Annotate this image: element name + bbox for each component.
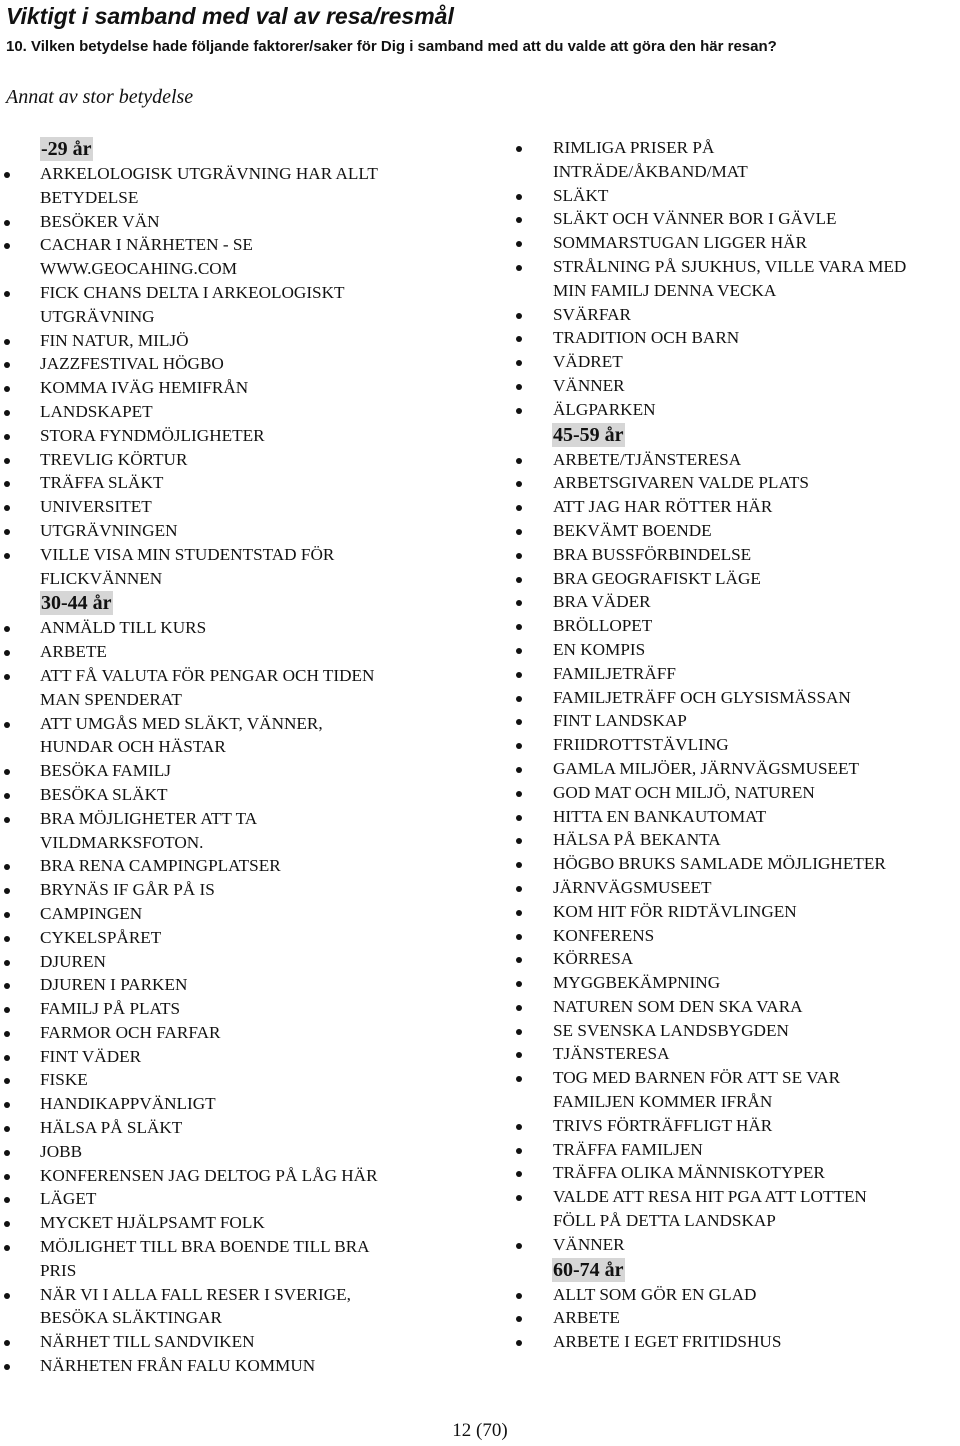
list-item-text: ATT JAG HAR RÖTTER HÄR (553, 497, 773, 517)
list-item-text: SLÄKT OCH VÄNNER BOR I GÄVLE (553, 209, 837, 229)
bullet-icon (4, 243, 10, 249)
list-item (512, 231, 960, 255)
list-item (512, 495, 960, 519)
bullet-icon (4, 1078, 10, 1084)
list-item-text: BESÖKA SLÄKTINGAR (40, 1308, 222, 1328)
bullet-icon (4, 626, 10, 632)
list-item (0, 519, 450, 543)
list-item (512, 543, 960, 567)
list-item (0, 448, 450, 472)
bullet-icon (4, 912, 10, 918)
list-item-text: TRÄFFA SLÄKT (40, 473, 164, 493)
list-item (0, 1092, 450, 1116)
list-item-text: ALLT SOM GÖR EN GLAD (553, 1284, 757, 1304)
list-item-text: BETYDELSE (40, 187, 139, 207)
bullet-icon (516, 408, 522, 414)
list-item (512, 1114, 960, 1138)
list-item-text: DJUREN I PARKEN (40, 975, 188, 995)
list-item-text: ARKELOLOGISK UTGRÄVNING HAR ALLT (40, 164, 378, 183)
bullet-icon (516, 934, 522, 940)
list-item (512, 947, 960, 971)
bullet-icon (516, 981, 522, 987)
list-item (512, 1042, 960, 1066)
list-item (0, 376, 450, 400)
bullet-icon (516, 265, 522, 271)
list-item-text: PRIS (40, 1260, 77, 1280)
list-item-text: GOD MAT OCH MILJÖ, NATUREN (553, 782, 815, 802)
list-item-text: VALDE ATT RESA HIT PGA ATT LOTTEN (553, 1187, 867, 1207)
bullet-icon (4, 410, 10, 416)
bullet-icon (516, 1124, 522, 1130)
bullet-icon (516, 767, 522, 773)
list-item (512, 590, 960, 614)
list-item-text: KONFERENS (553, 925, 655, 945)
bullet-icon (516, 1076, 522, 1082)
list-item (512, 876, 960, 900)
list-item-text: VÄNNER (553, 375, 625, 395)
list-item (0, 1235, 450, 1283)
list-item-text: FINT LANDSKAP (553, 711, 687, 731)
list-item (0, 281, 450, 329)
bullet-icon (4, 793, 10, 799)
bullet-icon (516, 458, 522, 464)
list-item (0, 1164, 450, 1188)
list-item-text: STORA FYNDMÖJLIGHETER (40, 425, 265, 445)
bullet-icon (4, 1293, 10, 1299)
list-item (0, 616, 450, 640)
list-item-text: BRA MÖJLIGHETER ATT TA (40, 808, 258, 828)
list-item (0, 807, 450, 855)
list-item (512, 136, 960, 184)
list-item-text: FIN NATUR, MILJÖ (40, 330, 189, 350)
list-item-text: FAMILJ PÅ PLATS (40, 999, 181, 1019)
list-item-text: NÄRHETEN FRÅN FALU KOMMUN (40, 1356, 316, 1376)
list-item (0, 1140, 450, 1164)
bullet-icon (4, 505, 10, 511)
age-group-label: 60-74 år (553, 1258, 624, 1281)
list-item-text: BESÖKA SLÄKT (40, 784, 168, 804)
list-item (512, 398, 960, 422)
bullet-icon (516, 313, 522, 319)
list-item-text: HANDIKAPPVÄNLIGT (40, 1094, 216, 1114)
age-group-heading (0, 590, 450, 616)
bullet-icon (4, 529, 10, 535)
list-item-text: HITTA EN BANKAUTOMAT (553, 806, 767, 826)
list-item-text: DJUREN (40, 951, 106, 971)
bullet-icon (4, 1150, 10, 1156)
age-group-heading (512, 1257, 960, 1283)
list-item-text: EN KOMPIS (553, 639, 646, 659)
bullet-icon (4, 1031, 10, 1037)
bullet-icon (516, 1148, 522, 1154)
bullet-icon (516, 815, 522, 821)
bullet-icon (4, 458, 10, 464)
list-item-text: ATT FÅ VALUTA FÖR PENGAR OCH TIDEN (40, 665, 375, 685)
list-item-text: ÄLGPARKEN (553, 399, 656, 419)
bullet-icon (4, 1102, 10, 1108)
list-item-text: BRÖLLOPET (553, 616, 653, 636)
list-item (512, 184, 960, 208)
list-item-text: NÄR VI I ALLA FALL RESER I SVERIGE, (40, 1284, 351, 1304)
list-item-text: ARBETE/TJÄNSTERESA (553, 449, 742, 469)
bullet-icon (4, 1221, 10, 1227)
bullet-icon (4, 769, 10, 775)
bullet-icon (516, 577, 522, 583)
bullet-icon (4, 553, 10, 559)
list-item-text: BRA BUSSFÖRBINDELSE (553, 544, 752, 564)
list-item (512, 828, 960, 852)
list-item-text: ANMÄLD TILL KURS (40, 618, 207, 638)
list-item-text: MYGGBEKÄMPNING (553, 973, 721, 993)
bullet-icon (4, 888, 10, 894)
list-item (512, 1019, 960, 1043)
bullet-icon (4, 339, 10, 345)
list-item (512, 326, 960, 350)
age-group-label: 45-59 år (553, 423, 624, 446)
list-item-text: INTRÄDE/ÅKBAND/MAT (553, 161, 748, 181)
bullet-icon (4, 674, 10, 680)
bullet-icon (516, 672, 522, 678)
bullet-icon (4, 1126, 10, 1132)
list-item (0, 902, 450, 926)
bullet-icon (516, 1005, 522, 1011)
bullet-icon (516, 1340, 522, 1346)
section-subheading: Annat av stor betydelse (6, 86, 194, 108)
bullet-icon (516, 529, 522, 535)
list-item (512, 448, 960, 472)
list-item-text: WWW.GEOCAHING.COM (40, 259, 238, 279)
list-item (0, 495, 450, 519)
list-item-text: MIN FAMILJ DENNA VECKA (553, 280, 777, 300)
bullet-icon (516, 886, 522, 892)
list-item (512, 255, 960, 303)
list-item (0, 352, 450, 376)
list-item-text: JÄRNVÄGSMUSEET (553, 877, 712, 897)
bullet-icon (516, 696, 522, 702)
list-item (0, 1068, 450, 1092)
page-number: 12 (70) (452, 1420, 508, 1441)
bullet-icon (516, 862, 522, 868)
left-column (0, 136, 450, 1378)
list-item (0, 712, 450, 760)
right-column (512, 136, 960, 1354)
list-item-text: HÖGBO BRUKS SAMLADE MÖJLIGHETER (553, 854, 886, 874)
list-item-text: TRÄFFA OLIKA MÄNNISKOTYPER (553, 1163, 825, 1183)
bullet-icon (516, 719, 522, 725)
list-item-text: UNIVERSITET (40, 497, 152, 517)
bullet-icon (4, 722, 10, 728)
question-text: 10. Vilken betydelse hade följande faktorer/saker för Dig i samband med att du valde att göra den här resan? (6, 38, 777, 55)
list-item (0, 950, 450, 974)
list-item (512, 350, 960, 374)
list-item (0, 543, 450, 591)
list-item-text: FLICKVÄNNEN (40, 568, 163, 588)
list-item (0, 854, 450, 878)
list-item (512, 924, 960, 948)
list-item (0, 1045, 450, 1069)
bullet-icon (516, 624, 522, 630)
list-item-text: VÄDRET (553, 352, 623, 372)
list-item (512, 303, 960, 327)
list-item (512, 662, 960, 686)
list-item-text: LANDSKAPET (40, 401, 153, 421)
list-item (512, 852, 960, 876)
list-item (0, 783, 450, 807)
list-item (0, 878, 450, 902)
list-item-text: HÄLSA PÅ BEKANTA (553, 830, 721, 850)
page-title: Viktigt i samband med val av resa/resmål (6, 3, 454, 29)
list-item-text: KOMMA IVÄG HEMIFRÅN (40, 378, 249, 398)
bullet-icon (516, 1052, 522, 1058)
list-item (512, 686, 960, 710)
bullet-icon (516, 957, 522, 963)
list-item (0, 1283, 450, 1331)
list-item (512, 971, 960, 995)
list-item-text: CYKELSPÅRET (40, 927, 162, 947)
list-item-text: HUNDAR OCH HÄSTAR (40, 737, 226, 757)
bullet-icon (4, 817, 10, 823)
bullet-icon (516, 743, 522, 749)
list-item (512, 900, 960, 924)
bullet-icon (4, 864, 10, 870)
bullet-icon (4, 936, 10, 942)
list-item-text: TREVLIG KÖRTUR (40, 449, 188, 469)
bullet-icon (4, 434, 10, 440)
list-item (0, 471, 450, 495)
list-item (512, 1185, 960, 1233)
list-item (0, 1354, 450, 1378)
list-item (512, 733, 960, 757)
list-item (512, 1233, 960, 1257)
bullet-icon (516, 241, 522, 247)
list-item-text: BESÖKER VÄN (40, 211, 160, 231)
bullet-icon (4, 1340, 10, 1346)
list-item (0, 210, 450, 234)
list-item-text: BEKVÄMT BOENDE (553, 520, 712, 540)
list-item-text: ATT UMGÅS MED SLÄKT, VÄNNER, (40, 713, 323, 733)
list-item-text: FAMILJETRÄFF OCH GLYSISMÄSSAN (553, 687, 851, 707)
list-item (0, 759, 450, 783)
bullet-icon (516, 1293, 522, 1299)
bullet-icon (516, 384, 522, 390)
list-item (0, 973, 450, 997)
list-item-text: TRIVS FÖRTRÄFFLIGT HÄR (553, 1115, 773, 1135)
age-group-label: -29 år (41, 138, 92, 160)
list-item-text: NÄRHET TILL SANDVIKEN (40, 1332, 255, 1352)
list-item (512, 374, 960, 398)
bullet-icon (516, 1316, 522, 1322)
list-item (0, 424, 450, 448)
list-item-text: TOG MED BARNEN FÖR ATT SE VAR (553, 1068, 841, 1088)
list-item-text: JOBB (40, 1141, 83, 1161)
list-item-text: KONFERENSEN JAG DELTOG PÅ LÅG HÄR (40, 1165, 378, 1185)
list-item-text: FICK CHANS DELTA I ARKEOLOGISKT (40, 282, 345, 302)
bullet-icon (516, 791, 522, 797)
list-item (512, 995, 960, 1019)
age-group-heading (512, 422, 960, 448)
list-item (512, 207, 960, 231)
list-item-text: BESÖKA FAMILJ (40, 761, 171, 781)
bullet-icon (516, 360, 522, 366)
list-item (0, 1330, 450, 1354)
list-item (0, 1021, 450, 1045)
list-item-text: FISKE (40, 1070, 88, 1090)
list-item-text: TRADITION OCH BARN (553, 328, 740, 348)
list-item-text: CACHAR I NÄRHETEN - SE (40, 235, 253, 255)
list-item (0, 1187, 450, 1211)
list-item (0, 926, 450, 950)
bullet-icon (516, 336, 522, 342)
list-item (512, 1283, 960, 1307)
list-item-text: HÄLSA PÅ SLÄKT (40, 1118, 183, 1138)
list-item-text: FAMILJEN KOMMER IFRÅN (553, 1092, 773, 1112)
bullet-icon (516, 1195, 522, 1201)
list-item-text: FAMILJETRÄFF (553, 663, 676, 683)
age-group-label: 30-44 år (41, 592, 112, 615)
list-item-text: UTGRÄVNING (40, 306, 155, 326)
bullet-icon (4, 1364, 10, 1370)
list-item-text: MYCKET HJÄLPSAMT FOLK (40, 1213, 265, 1233)
list-item-text: BRYNÄS IF GÅR PÅ IS (40, 880, 215, 900)
bullet-icon (4, 1197, 10, 1203)
bullet-icon (516, 910, 522, 916)
list-item (512, 519, 960, 543)
list-item-text: NATUREN SOM DEN SKA VARA (553, 996, 803, 1016)
list-item-text: KOM HIT FÖR RIDTÄVLINGEN (553, 901, 797, 921)
list-item-text: KÖRRESA (553, 949, 634, 969)
list-item (0, 640, 450, 664)
bullet-icon (4, 983, 10, 989)
list-item (512, 1138, 960, 1162)
list-item (0, 233, 450, 281)
list-item (0, 997, 450, 1021)
bullet-icon (516, 648, 522, 654)
list-item (512, 709, 960, 733)
bullet-icon (516, 146, 522, 152)
bullet-icon (516, 1243, 522, 1249)
list-item (512, 1330, 960, 1354)
list-item-text: ARBETSGIVAREN VALDE PLATS (553, 473, 809, 493)
list-item-text: BRA RENA CAMPINGPLATSER (40, 856, 281, 876)
list-item-text: ARBETE (553, 1308, 620, 1328)
bullet-icon (4, 1174, 10, 1180)
list-item-text: LÄGET (40, 1189, 97, 1209)
list-item-text: VILLE VISA MIN STUDENTSTAD FÖR (40, 544, 335, 564)
bullet-icon (4, 1055, 10, 1061)
list-item-text: RIMLIGA PRISER PÅ (553, 138, 715, 157)
list-item-text: UTGRÄVNINGEN (40, 520, 178, 540)
list-item-text: GAMLA MILJÖER, JÄRNVÄGSMUSEET (553, 758, 860, 778)
list-item-text: ARBETE (40, 642, 107, 662)
bullet-icon (4, 960, 10, 966)
list-item-text: FÖLL PÅ DETTA LANDSKAP (553, 1211, 776, 1231)
list-item (512, 805, 960, 829)
list-item-text: BRA VÄDER (553, 592, 651, 612)
list-item (512, 1306, 960, 1330)
list-item-text: FARMOR OCH FARFAR (40, 1022, 221, 1042)
list-item-text: MÖJLIGHET TILL BRA BOENDE TILL BRA (40, 1237, 370, 1257)
bullet-icon (516, 505, 522, 511)
bullet-icon (4, 1007, 10, 1013)
bullet-icon (516, 194, 522, 200)
list-item (512, 1161, 960, 1185)
bullet-icon (516, 600, 522, 606)
list-item (512, 1066, 960, 1114)
list-item-text: VILDMARKSFOTON. (40, 832, 204, 852)
list-item-text: TJÄNSTERESA (553, 1044, 670, 1064)
list-item-text: SVÄRFAR (553, 304, 632, 324)
bullet-icon (516, 217, 522, 223)
list-item (512, 781, 960, 805)
list-item-text: SOMMARSTUGAN LIGGER HÄR (553, 233, 808, 253)
age-group-heading (0, 136, 450, 162)
list-item-text: SLÄKT (553, 185, 609, 205)
list-item-text: ARBETE I EGET FRITIDSHUS (553, 1332, 782, 1352)
bullet-icon (4, 481, 10, 487)
list-item (512, 567, 960, 591)
bullet-icon (4, 172, 10, 178)
bullet-icon (516, 481, 522, 487)
bullet-icon (4, 386, 10, 392)
list-item-text: TRÄFFA FAMILJEN (553, 1139, 703, 1159)
bullet-icon (4, 362, 10, 368)
bullet-icon (516, 1029, 522, 1035)
bullet-icon (4, 220, 10, 226)
list-item (0, 664, 450, 712)
bullet-icon (516, 1171, 522, 1177)
list-item (512, 638, 960, 662)
list-item-text: JAZZFESTIVAL HÖGBO (40, 354, 224, 374)
list-item-text: BRA GEOGRAFISKT LÄGE (553, 568, 761, 588)
bullet-icon (4, 1245, 10, 1251)
list-item (512, 757, 960, 781)
list-item (0, 1211, 450, 1235)
bullet-icon (4, 291, 10, 297)
list-item-text: FRIIDROTTSTÄVLING (553, 735, 729, 755)
list-item (0, 400, 450, 424)
bullet-icon (4, 650, 10, 656)
list-item (512, 471, 960, 495)
list-item-text: STRÅLNING PÅ SJUKHUS, VILLE VARA MED (553, 256, 907, 276)
list-item-text: SE SVENSKA LANDSBYGDEN (553, 1020, 789, 1040)
list-item (0, 1116, 450, 1140)
list-item (0, 329, 450, 353)
list-item-text: VÄNNER (553, 1234, 625, 1254)
list-item (512, 614, 960, 638)
list-item-text: MAN SPENDERAT (40, 689, 182, 709)
list-item (0, 162, 450, 210)
list-item-text: CAMPINGEN (40, 903, 143, 923)
bullet-icon (516, 553, 522, 559)
list-item-text: FINT VÄDER (40, 1046, 142, 1066)
bullet-icon (516, 838, 522, 844)
